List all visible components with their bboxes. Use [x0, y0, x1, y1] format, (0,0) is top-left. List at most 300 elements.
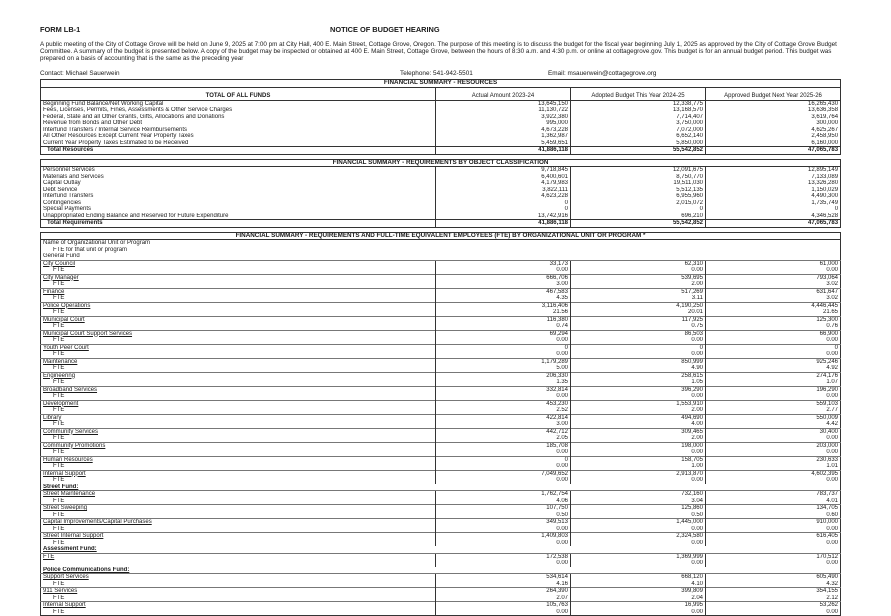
- row-value-a: 0: [436, 456, 571, 463]
- fte-heading-fte: FTE for that unit or program: [53, 246, 128, 253]
- row-value-b: 5,850,000: [571, 140, 706, 147]
- table-row: [41, 267, 841, 274]
- total-resources-row: [41, 147, 841, 155]
- row-value-a: 0: [436, 200, 571, 207]
- row-value-a: 264,390: [436, 588, 571, 595]
- table-row: [41, 330, 841, 337]
- row-value-c: 0.76: [706, 323, 841, 330]
- row-value-c: 13,326,280: [706, 180, 841, 187]
- row-label: Broadband Services: [41, 386, 436, 393]
- table-row: [41, 167, 841, 174]
- row-value-b: 517,269: [571, 288, 706, 295]
- row-value-c: 2.77: [706, 407, 841, 414]
- resources-section-title: FINANCIAL SUMMARY - RESOURCES: [41, 80, 841, 88]
- total-actual: 41,886,118: [436, 220, 571, 228]
- table-row: [41, 609, 841, 616]
- row-label: FTE: [53, 267, 65, 274]
- fund-group-row: [41, 546, 841, 553]
- row-value-b: 1,369,999: [571, 553, 706, 560]
- contact-line: [40, 70, 855, 77]
- row-value-c: 4.32: [706, 581, 841, 588]
- table-row: [41, 351, 841, 358]
- row-value-b: 1,445,000: [571, 519, 706, 526]
- row-label: Street Internal Support: [41, 533, 436, 540]
- row-label: FTE: [53, 608, 65, 615]
- row-value-c: 550,009: [706, 414, 841, 421]
- row-value-a: 4,623,228: [436, 193, 571, 200]
- row-label: Street Sweeping: [41, 505, 436, 512]
- table-row: [41, 323, 841, 330]
- row-value-b: 4.10: [571, 581, 706, 588]
- row-value-b: 4.00: [571, 421, 706, 428]
- row-value-a: 995,000: [436, 120, 571, 127]
- row-label: Federal, State and all Other Grants, Gifts, Allocations and Donations: [43, 113, 225, 120]
- row-value-b: 0.00: [571, 526, 706, 533]
- row-label: Interfund Transfers / Internal Service Reimbursements: [43, 126, 188, 133]
- row-value-c: 196,290: [706, 386, 841, 393]
- row-label: FTE: [53, 449, 65, 456]
- table-row: [41, 526, 841, 533]
- row-label: Current Year Property Taxes Estimated to be Received: [43, 139, 189, 146]
- row-value-b: 62,310: [571, 260, 706, 267]
- row-value-c: 354,155: [706, 588, 841, 595]
- row-value-c: 925,246: [706, 358, 841, 365]
- row-value-c: 1,735,749: [706, 200, 841, 207]
- row-label: Unappropriated Ending Balance and Reserved for Future Expenditure: [43, 212, 229, 219]
- requirements-table: [40, 159, 841, 228]
- row-value-c: 125,300: [706, 316, 841, 323]
- table-row: [41, 512, 841, 519]
- row-value-b: 2,015,072: [571, 200, 706, 207]
- row-value-b: 19,511,030: [571, 180, 706, 187]
- table-row: [41, 581, 841, 588]
- row-value-a: 1,762,754: [436, 491, 571, 498]
- row-value-a: 3,116,406: [436, 302, 571, 309]
- row-value-a: 0.00: [436, 609, 571, 616]
- row-value-b: 0.00: [571, 337, 706, 344]
- row-value-b: 2,913,870: [571, 470, 706, 477]
- contact-phone: Telephone: 541-942-5501: [400, 69, 473, 77]
- row-value-a: 172,538: [436, 553, 571, 560]
- row-value-a: 11,130,722: [436, 107, 571, 114]
- table-row: [41, 456, 841, 463]
- row-value-b: 668,120: [571, 574, 706, 581]
- table-row: [41, 365, 841, 372]
- table-row: [41, 274, 841, 281]
- col-actual: Actual Amount 2023-24: [436, 87, 571, 100]
- row-value-a: 185,708: [436, 442, 571, 449]
- total-approved: 47,065,783: [706, 147, 841, 155]
- row-value-b: 2.00: [571, 435, 706, 442]
- fund-group-label: General Fund: [43, 253, 80, 260]
- row-value-b: 696,210: [571, 213, 706, 220]
- row-value-a: 206,330: [436, 372, 571, 379]
- row-value-b: 0.75: [571, 323, 706, 330]
- row-label: Revenue from Bonds and Other Debt: [43, 120, 143, 127]
- row-value-c: 0.00: [706, 337, 841, 344]
- row-value-a: 107,750: [436, 505, 571, 512]
- row-value-a: 69,294: [436, 330, 571, 337]
- row-value-b: 3.04: [571, 498, 706, 505]
- row-label: Fees, Licenses, Permits, Fines, Assessments & Other Service Charges: [43, 107, 233, 114]
- row-value-c: 910,000: [706, 519, 841, 526]
- fte-table: [40, 232, 841, 616]
- row-value-b: 1.05: [571, 379, 706, 386]
- row-label: Community Promotions: [41, 442, 436, 449]
- contact-email: Email: msauerwein@cottagegrove.org: [548, 69, 657, 77]
- page-title: NOTICE OF BUDGET HEARING: [330, 25, 440, 34]
- row-value-a: 33,173: [436, 260, 571, 267]
- row-value-b: 8,750,770: [571, 174, 706, 181]
- row-value-b: 3.11: [571, 295, 706, 302]
- row-value-c: 4.92: [706, 365, 841, 372]
- table-row: [41, 309, 841, 316]
- row-value-b: 399,809: [571, 588, 706, 595]
- row-value-a: 6,400,601: [436, 174, 571, 181]
- row-label: FTE: [53, 594, 65, 601]
- row-label: FTE: [53, 379, 65, 386]
- row-value-c: 605,490: [706, 574, 841, 581]
- table-row: [41, 449, 841, 456]
- row-value-c: 0.00: [706, 435, 841, 442]
- form-label: FORM LB-1: [40, 25, 81, 34]
- row-label: City Manager: [41, 274, 436, 281]
- row-value-a: 422,814: [436, 414, 571, 421]
- table-row: [41, 491, 841, 498]
- row-label: FTE: [53, 580, 65, 587]
- row-label: Contingencies: [43, 199, 82, 206]
- row-value-c: 3,619,764: [706, 114, 841, 121]
- row-value-a: 5.00: [436, 365, 571, 372]
- row-value-a: 0.00: [436, 560, 571, 567]
- row-value-a: 453,230: [436, 400, 571, 407]
- table-row: [41, 428, 841, 435]
- row-value-c: 4,346,528: [706, 213, 841, 220]
- row-value-c: 0.60: [706, 512, 841, 519]
- row-value-a: 467,583: [436, 288, 571, 295]
- row-value-a: 0: [436, 344, 571, 351]
- row-label: FTE: [53, 337, 65, 344]
- row-value-b: 117,925: [571, 316, 706, 323]
- budget-notice-page: [40, 0, 855, 615]
- row-value-b: 0.00: [571, 449, 706, 456]
- row-value-a: 2.05: [436, 435, 571, 442]
- header: [40, 0, 855, 35]
- fund-group-label: Street Fund:: [43, 483, 79, 490]
- row-label: Materials and Services: [43, 173, 104, 180]
- row-value-c: 1.01: [706, 463, 841, 470]
- row-value-b: 0: [571, 344, 706, 351]
- row-value-a: 4,673,228: [436, 127, 571, 134]
- row-value-c: 783,737: [706, 491, 841, 498]
- row-label: Interfund Transfers: [43, 193, 94, 200]
- notice-paragraph: A public meeting of the City of Cottage Grove will be held on June 9, 2025 at 7:00 pm at City Hall, 400 E. Main Street, Cottage Grove, Oregon. The purpose of this meeting is to discuss the budget for the fiscal year beginning July 1, 2025 as approved by the City of Cottage Grove Budget Committee. A summary of the budget is presented below. A copy of the budget may be inspected or obtained at 400 E. Main Street, Cottage Grove, between the hours of 8:30 a.m. and 4:30 p.m. or online at cottagegrove.gov. This budget is for an annual budget period. This budget was prepared on a basis of accounting that is the same as the preceding year: [40, 40, 837, 62]
- table-row: [41, 574, 841, 581]
- row-label: Debt Service: [43, 186, 78, 193]
- row-label: Engineering: [41, 372, 436, 379]
- row-value-b: 732,160: [571, 491, 706, 498]
- row-value-a: 21.56: [436, 309, 571, 316]
- row-value-b: 396,290: [571, 386, 706, 393]
- table-row: [41, 344, 841, 351]
- row-value-a: 4.06: [436, 498, 571, 505]
- row-value-b: 0: [571, 206, 706, 213]
- table-row: [41, 595, 841, 602]
- row-value-a: 1,409,803: [436, 533, 571, 540]
- row-label: FTE: [53, 393, 65, 400]
- table-row: [41, 400, 841, 407]
- row-value-c: 61,000: [706, 260, 841, 267]
- row-label: Municipal Court: [41, 316, 436, 323]
- row-value-a: 0.00: [436, 393, 571, 400]
- table-row: [41, 213, 841, 220]
- requirements-section-title: FINANCIAL SUMMARY - REQUIREMENTS BY OBJECT CLASSIFICATION: [41, 159, 841, 167]
- row-label: FTE: [53, 497, 65, 504]
- row-label: Maintenance: [41, 358, 436, 365]
- row-value-a: 0.00: [436, 526, 571, 533]
- row-value-c: 2,458,950: [706, 133, 841, 140]
- table-row: [41, 588, 841, 595]
- fund-group-row: [41, 484, 841, 491]
- table-row: [41, 519, 841, 526]
- row-value-c: 0.00: [706, 267, 841, 274]
- row-label: FTE: [53, 407, 65, 414]
- row-value-c: 559,103: [706, 400, 841, 407]
- total-approved: 47,065,783: [706, 220, 841, 228]
- row-value-b: 7,714,407: [571, 114, 706, 121]
- row-value-b: 494,690: [571, 414, 706, 421]
- row-value-a: 3,822,111: [436, 187, 571, 194]
- row-value-c: 274,176: [706, 372, 841, 379]
- row-value-a: 442,712: [436, 428, 571, 435]
- table-row: [41, 316, 841, 323]
- row-value-b: 7,072,000: [571, 127, 706, 134]
- row-value-a: 0.00: [436, 337, 571, 344]
- row-value-b: 2,324,580: [571, 533, 706, 540]
- row-value-a: 534,614: [436, 574, 571, 581]
- row-value-c: 0.00: [706, 351, 841, 358]
- row-value-a: 0: [436, 206, 571, 213]
- col-approved: Approved Budget Next Year 2025-26: [706, 87, 841, 100]
- row-value-a: 116,380: [436, 316, 571, 323]
- row-label: FTE: [53, 511, 65, 518]
- row-label: Youth Peer Court: [41, 344, 436, 351]
- row-value-b: 0.00: [571, 609, 706, 616]
- total-label: Total Requirements: [41, 220, 436, 228]
- row-value-b: 12,091,675: [571, 167, 706, 174]
- row-value-c: 0.00: [706, 540, 841, 547]
- row-value-c: 170,512: [706, 553, 841, 560]
- table-row: [41, 281, 841, 288]
- table-row: [41, 100, 841, 107]
- row-value-a: 2.07: [436, 595, 571, 602]
- row-label: Library: [41, 414, 436, 421]
- row-label: Community Services: [41, 428, 436, 435]
- row-value-c: 3.02: [706, 295, 841, 302]
- total-label: Total Resources: [41, 147, 436, 155]
- row-value-a: 4.16: [436, 581, 571, 588]
- row-value-b: 5,512,135: [571, 187, 706, 194]
- table-row: [41, 463, 841, 470]
- table-row: [41, 393, 841, 400]
- row-label: FTE: [53, 365, 65, 372]
- row-value-c: 21.65: [706, 309, 841, 316]
- total-actual: 41,886,118: [436, 147, 571, 155]
- row-value-a: 0.00: [436, 540, 571, 547]
- row-value-a: 1,362,987: [436, 133, 571, 140]
- row-value-a: 0.00: [436, 351, 571, 358]
- row-value-b: 0.00: [571, 477, 706, 484]
- row-value-b: 0.00: [571, 351, 706, 358]
- row-value-c: 616,405: [706, 533, 841, 540]
- fund-group-label: Police Communications Fund:: [43, 566, 130, 573]
- table-row: [41, 288, 841, 295]
- row-value-b: 2.00: [571, 281, 706, 288]
- row-label: Human Resources: [41, 456, 436, 463]
- row-value-b: 12,338,775: [571, 100, 706, 107]
- row-value-c: 134,705: [706, 505, 841, 512]
- row-label: FTE: [53, 421, 65, 428]
- fund-group-row: [41, 253, 841, 260]
- row-value-c: 203,000: [706, 442, 841, 449]
- col-label-total-funds: TOTAL OF ALL FUNDS: [41, 87, 436, 100]
- fte-heading-unit: Name of Organizational Unit or Program: [43, 240, 151, 247]
- row-value-c: 30,400: [706, 428, 841, 435]
- row-value-a: 7,049,652: [436, 470, 571, 477]
- fund-group-row: [41, 567, 841, 574]
- row-label: All Other Resources Except Current Year Property Taxes: [43, 133, 194, 140]
- row-value-b: 4.90: [571, 365, 706, 372]
- table-row: [41, 442, 841, 449]
- row-value-b: 258,615: [571, 372, 706, 379]
- row-label: City Council: [41, 260, 436, 267]
- table-row: [41, 407, 841, 414]
- row-value-c: 4.01: [706, 498, 841, 505]
- row-value-b: 16,995: [571, 602, 706, 609]
- row-value-a: 13,645,150: [436, 100, 571, 107]
- row-value-a: 2.52: [436, 407, 571, 414]
- row-value-c: 12,895,149: [706, 167, 841, 174]
- row-value-c: 4,490,300: [706, 193, 841, 200]
- row-label: FTE: [53, 525, 65, 532]
- row-label: Municipal Court Support Services: [41, 330, 436, 337]
- row-value-c: 4,602,395: [706, 470, 841, 477]
- row-value-c: 4,625,267: [706, 127, 841, 134]
- row-label: FTE: [53, 295, 65, 302]
- row-label: FTE: [41, 553, 436, 560]
- row-value-a: 9,718,845: [436, 167, 571, 174]
- table-row: [41, 470, 841, 477]
- resources-table: [40, 79, 841, 155]
- row-value-a: 4,179,983: [436, 180, 571, 187]
- table-row: [41, 337, 841, 344]
- row-value-b: 20.01: [571, 309, 706, 316]
- row-label: FTE: [53, 281, 65, 288]
- row-value-c: 2.12: [706, 595, 841, 602]
- row-label: 911 Services: [41, 588, 436, 595]
- row-value-b: 86,503: [571, 330, 706, 337]
- table-row: [41, 421, 841, 428]
- row-value-a: 4.35: [436, 295, 571, 302]
- row-value-c: 631,647: [706, 288, 841, 295]
- row-value-a: 5,459,651: [436, 140, 571, 147]
- row-value-c: 0.00: [706, 393, 841, 400]
- row-value-b: 309,465: [571, 428, 706, 435]
- table-row: [41, 379, 841, 386]
- table-row: [41, 260, 841, 267]
- row-value-b: 4,190,250: [571, 302, 706, 309]
- row-value-a: 3.00: [436, 281, 571, 288]
- row-value-a: 349,513: [436, 519, 571, 526]
- row-value-a: 666,706: [436, 274, 571, 281]
- row-value-a: 332,814: [436, 386, 571, 393]
- table-row: [41, 386, 841, 393]
- row-value-c: 1,150,029: [706, 187, 841, 194]
- row-value-b: 158,705: [571, 456, 706, 463]
- row-value-c: 0.00: [706, 449, 841, 456]
- table-row: [41, 533, 841, 540]
- row-value-b: 1,553,910: [571, 400, 706, 407]
- row-label: Street Maintenance: [41, 491, 436, 498]
- row-value-c: 0.00: [706, 526, 841, 533]
- row-label: FTE: [53, 477, 65, 484]
- row-label: Support Services: [41, 574, 436, 581]
- row-value-c: 13,636,358: [706, 107, 841, 114]
- total-requirements-row: [41, 220, 841, 228]
- row-value-a: 1,179,289: [436, 358, 571, 365]
- table-row: [41, 505, 841, 512]
- table-row: [41, 372, 841, 379]
- table-row: [41, 414, 841, 421]
- row-value-c: 300,000: [706, 120, 841, 127]
- row-value-c: 16,265,430: [706, 100, 841, 107]
- row-label: Internal Support: [41, 602, 436, 609]
- col-adopted: Adopted Budget This Year 2024-25: [571, 87, 706, 100]
- table-row: [41, 602, 841, 609]
- row-value-b: 2.04: [571, 595, 706, 602]
- row-label: Finance: [41, 288, 436, 295]
- row-value-b: 539,695: [571, 274, 706, 281]
- row-value-a: 0.00: [436, 449, 571, 456]
- row-value-c: 0: [706, 344, 841, 351]
- row-label: FTE: [53, 323, 65, 330]
- row-value-a: 105,763: [436, 602, 571, 609]
- row-label: Internal Support: [41, 470, 436, 477]
- total-adopted: 55,542,852: [571, 220, 706, 228]
- table-row: [41, 358, 841, 365]
- table-row: [41, 435, 841, 442]
- row-value-c: 7,133,089: [706, 174, 841, 181]
- row-value-b: 3,750,000: [571, 120, 706, 127]
- row-value-b: 0.50: [571, 512, 706, 519]
- table-row: [41, 295, 841, 302]
- row-value-c: 0.00: [706, 609, 841, 616]
- total-adopted: 55,542,852: [571, 147, 706, 155]
- row-value-a: 0.00: [436, 477, 571, 484]
- row-value-a: 3,922,380: [436, 114, 571, 121]
- row-value-c: 0: [706, 206, 841, 213]
- row-label: Special Payments: [43, 206, 92, 213]
- row-value-c: 230,633: [706, 456, 841, 463]
- row-label: Development: [41, 400, 436, 407]
- row-value-c: 3.02: [706, 281, 841, 288]
- row-value-b: 0.00: [571, 560, 706, 567]
- row-label: Capital Improvements/Capital Purchases: [41, 519, 436, 526]
- row-value-b: 6,955,960: [571, 193, 706, 200]
- row-value-c: 53,262: [706, 602, 841, 609]
- row-value-b: 198,000: [571, 442, 706, 449]
- row-label: Capital Outlay: [43, 180, 81, 187]
